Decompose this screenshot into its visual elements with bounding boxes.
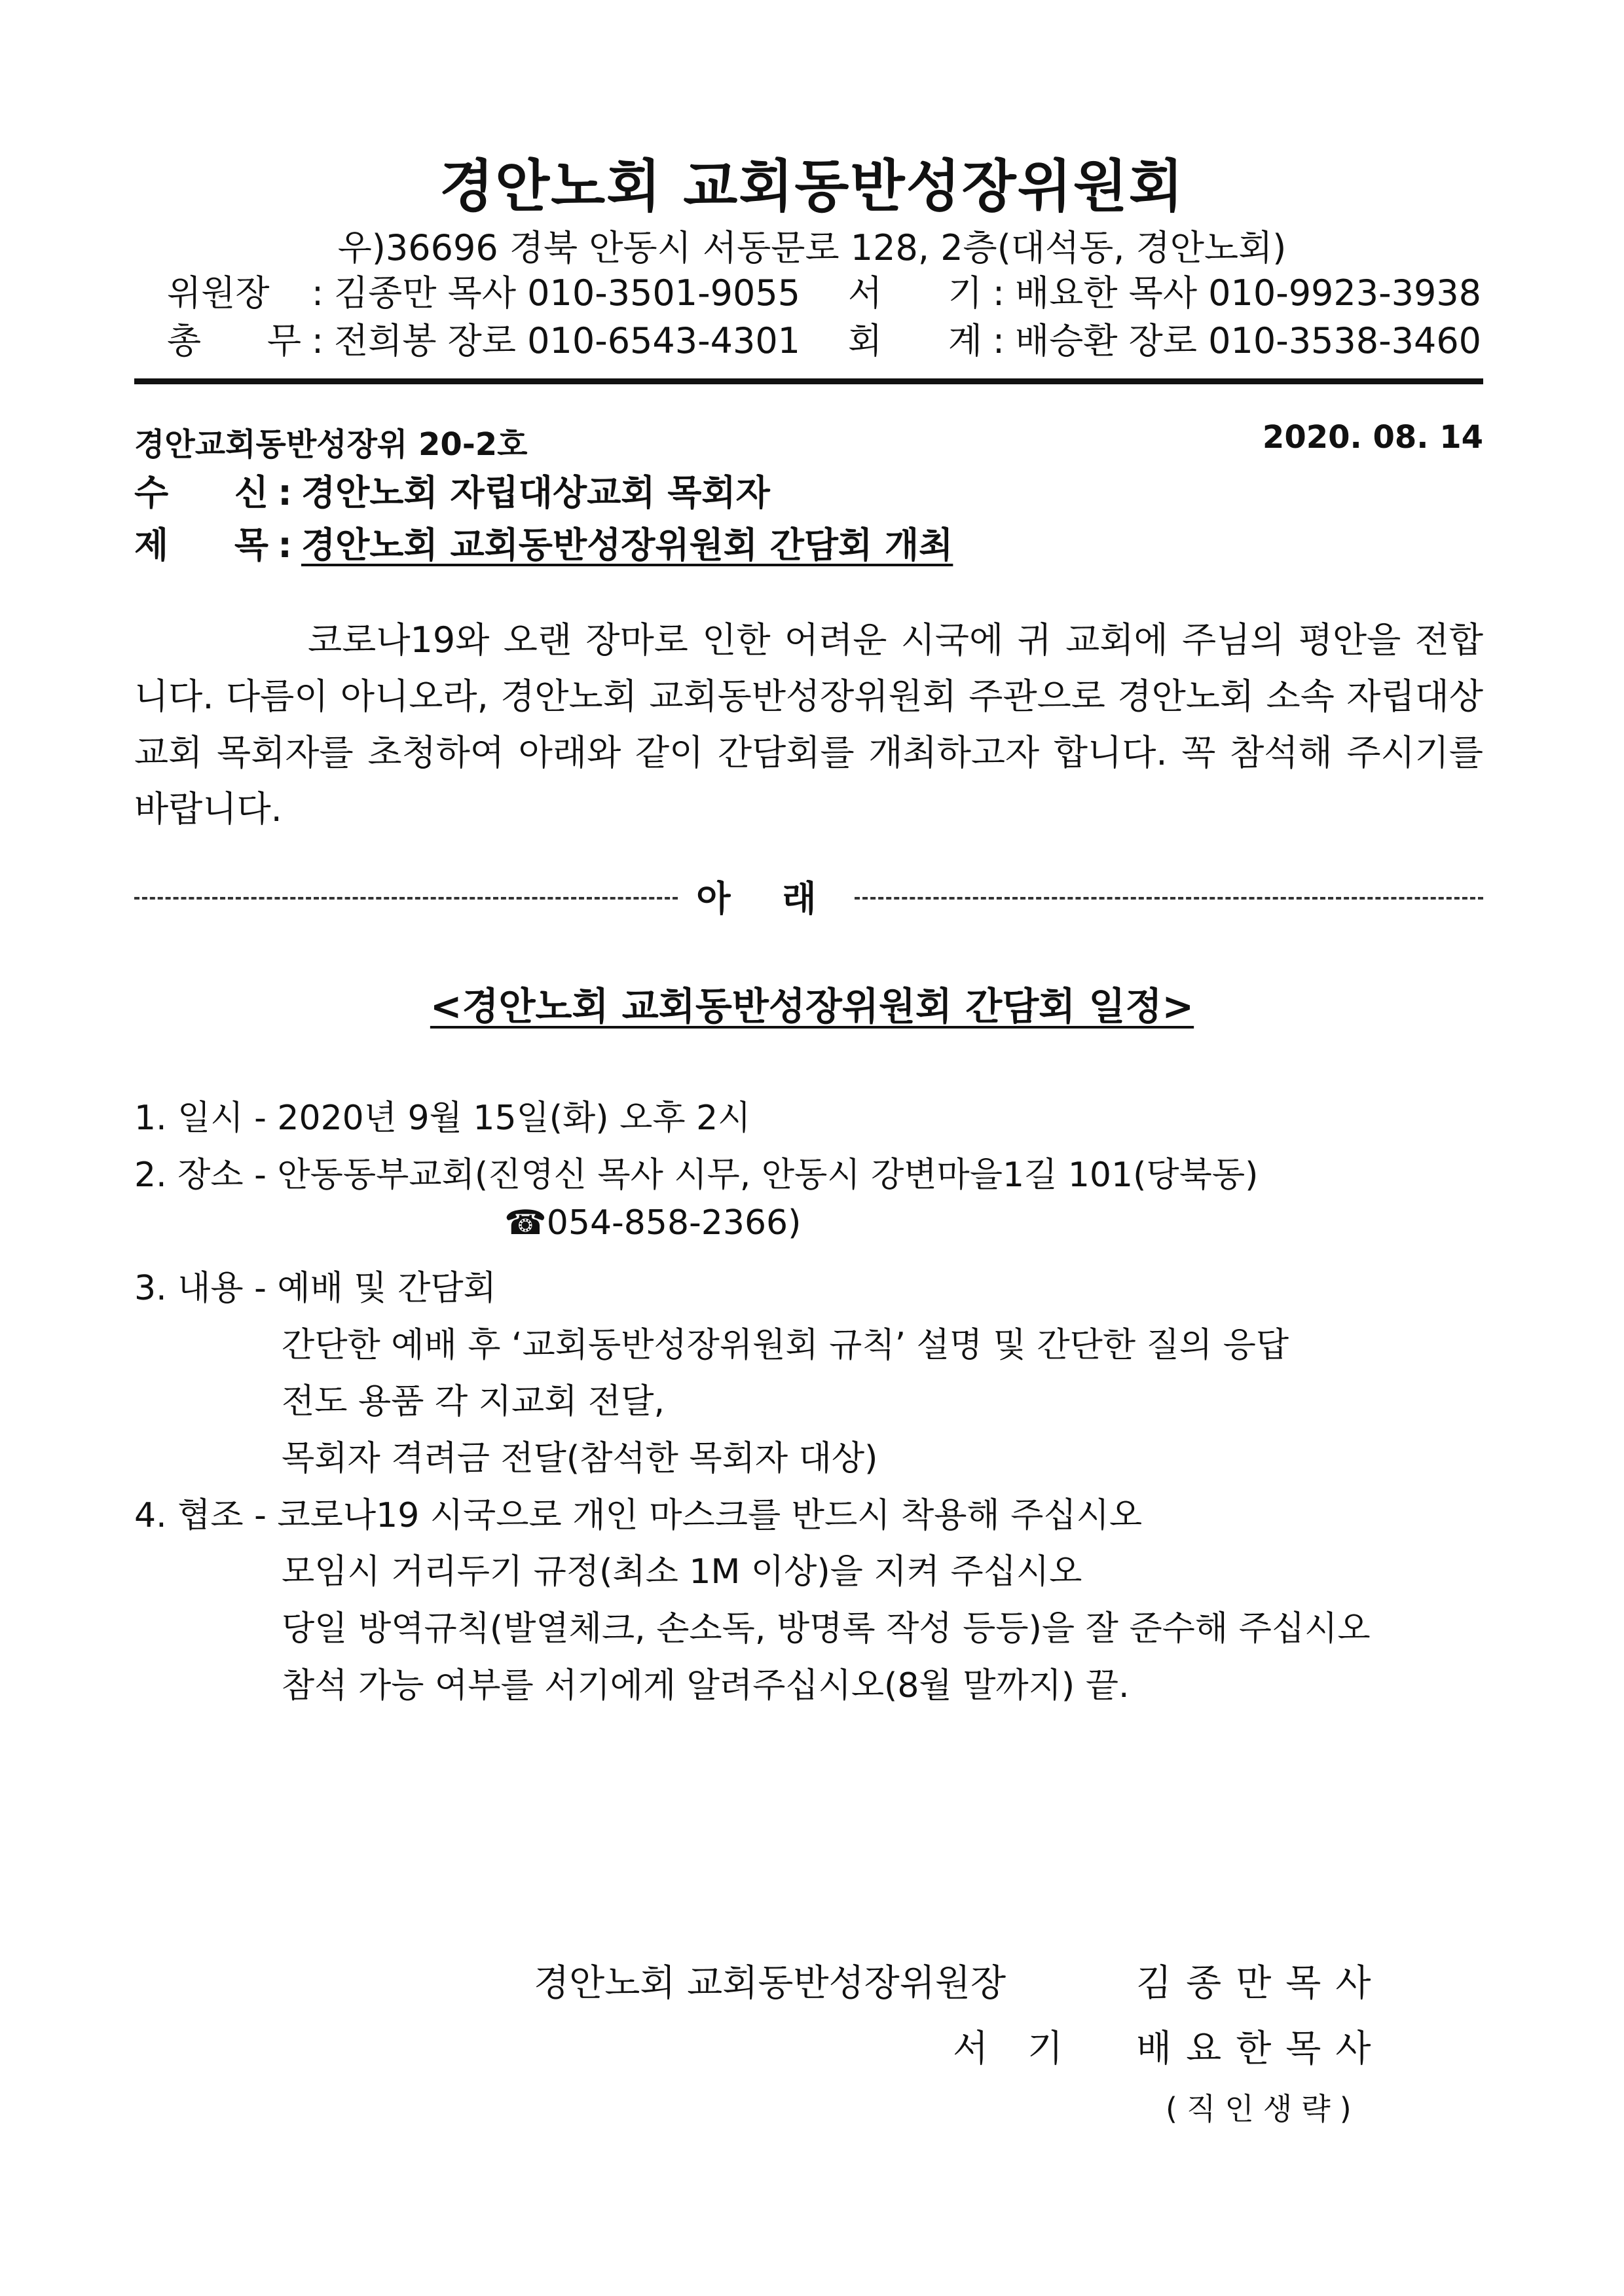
- officer-person: 김종만 목사 010-3501-9055: [334, 272, 801, 314]
- subject-value: 경안노회 교회동반성장위원회 간담회 개최: [301, 524, 953, 566]
- officer-person: 배요한 목사 010-9923-3938: [1015, 272, 1482, 314]
- signature-chair-name: 김종만목사: [1136, 1962, 1386, 2005]
- officer-treasurer: [848, 313, 1481, 363]
- dashed-line-left: [134, 897, 678, 900]
- officer-role: 위원장: [167, 272, 270, 314]
- schedule-subitem: 전도 용품 각 지교회 전달,: [282, 1382, 665, 1421]
- schedule-subitem: 참석 가능 여부를 서기에게 알려주십시오(8월 말까지) 끝.: [282, 1666, 1130, 1705]
- signature-secretary-role: 서기: [953, 2028, 1103, 2070]
- recipient-label: 수 신: [134, 472, 268, 513]
- officer-person: 배승환 장로 010-3538-3460: [1015, 320, 1482, 361]
- colon: :: [311, 272, 324, 314]
- colon: :: [992, 320, 1005, 361]
- subject-label: 제 목: [134, 524, 268, 566]
- schedule-item-place-phone: ☎054-858-2366): [504, 1203, 802, 1243]
- schedule-subitem: 당일 방역규칙(발열체크, 손소독, 방명록 작성 등등)을 잘 준수해 주십시오: [282, 1609, 1371, 1649]
- officer-role: 서 기: [848, 272, 982, 314]
- document-date: 2020. 08. 14: [1262, 419, 1483, 456]
- officer-row-2: [167, 313, 1482, 361]
- schedule-subitem: 모임시 거리두기 규정(최소 1M 이상)을 지켜 주십시오: [282, 1552, 1082, 1592]
- subject-row: [134, 517, 953, 568]
- officer-role: 총 무: [167, 320, 301, 361]
- schedule-title-text: <경안노회 교회동반성장위원회 간담회 일정>: [430, 984, 1194, 1029]
- officer-role: 회 계: [848, 320, 982, 361]
- header-divider-line: [134, 378, 1483, 384]
- signature-committee: 경안노회 교회동반성장위원장: [534, 1962, 1006, 2005]
- section-divider: [134, 871, 1483, 917]
- org-title: 경안노회 교회동반성장위원회: [439, 154, 1185, 219]
- recipient-value: 경안노회 자립대상교회 목회자: [301, 472, 770, 513]
- schedule-title: [0, 975, 1624, 1030]
- officer-chair: [167, 265, 800, 316]
- colon: :: [278, 524, 292, 566]
- schedule-item-content: 3. 내용 - 예배 및 간담회: [134, 1269, 496, 1308]
- schedule-item-datetime: 1. 일시 - 2020년 9월 15일(화) 오후 2시: [134, 1099, 751, 1138]
- org-address: 우)36696 경북 안동시 서동문로 128, 2층(대석동, 경안노회): [337, 227, 1287, 268]
- document-number: 경안교회동반성장위 20-2호: [134, 426, 528, 463]
- officer-person: 전희봉 장로 010-6543-4301: [334, 320, 801, 361]
- dashed-line-right: [855, 897, 1483, 900]
- colon: :: [311, 320, 324, 361]
- seal-omitted-note: (직인생략): [1166, 2091, 1361, 2126]
- schedule-item-place: 2. 장소 - 안동동부교회(진영신 목사 시무, 안동시 강변마을1길 101(당북동): [134, 1156, 1259, 1195]
- schedule-subitem: 목회자 격려금 전달(참석한 목회자 대상): [282, 1439, 878, 1478]
- officer-secretary: [848, 265, 1481, 316]
- body-paragraph: 코로나19와 오랜 장마로 인한 어려운 시국에 귀 교회에 주님의 평안을 전합니다. 다름이 아니오라, 경안노회 교회동반성장위원회 주관으로 경안노회 소속 자립대상교회 목회자를 초청하여 아래와 같이 간담회를 개최하고자 합니다. 꼭 참석해 주시기를 바랍니다.: [134, 619, 1483, 829]
- signature-secretary-name: 배요한목사: [1136, 2028, 1386, 2070]
- officer-row-1: [167, 265, 1482, 314]
- officer-general-affairs: [167, 313, 800, 363]
- schedule-subitem: 간단한 예배 후 ‘교회동반성장위원회 규칙’ 설명 및 간단한 질의 응답: [282, 1326, 1289, 1365]
- recipient-row: [134, 465, 770, 515]
- schedule-item-cooperation: 4. 협조 - 코로나19 시국으로 개인 마스크를 반드시 착용해 주십시오: [134, 1496, 1143, 1535]
- colon: :: [992, 272, 1005, 314]
- divider-label: 아 래: [696, 878, 836, 919]
- colon: :: [278, 472, 292, 513]
